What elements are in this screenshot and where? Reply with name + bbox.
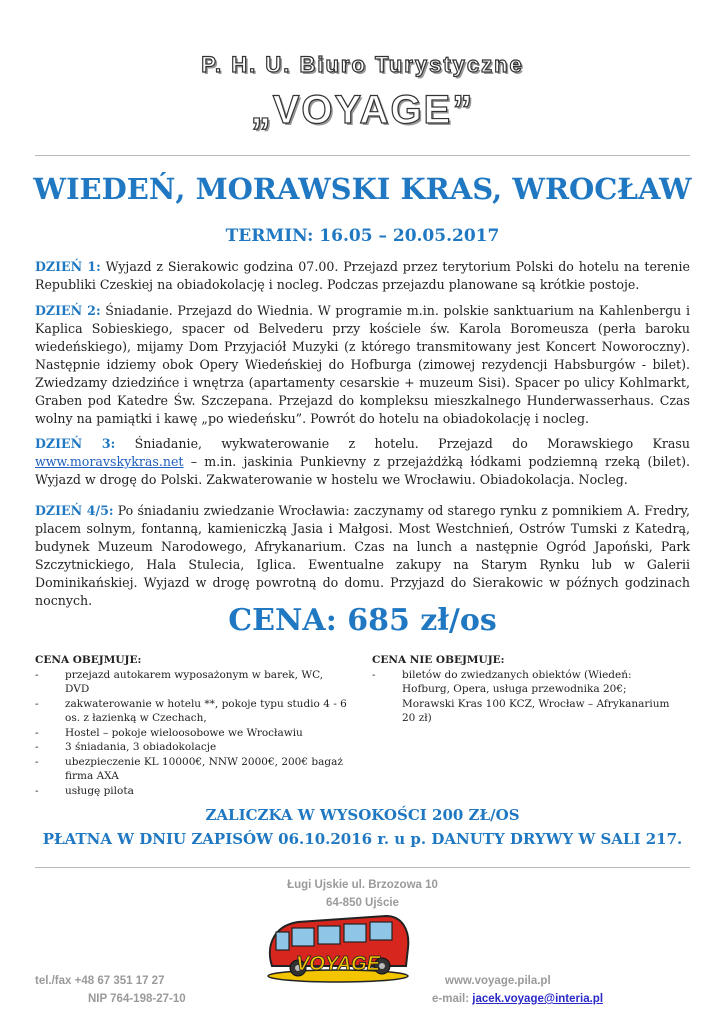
email-label: e-mail: bbox=[432, 993, 473, 1005]
day-4-5-text: Po śniadaniu zwiedzanie Wrocławia: zaczynamy od starego rynku z pomnikiem A. Fredry, placem solnym, fontanną, kamieniczką Jasia i Małgosi. Most Westchnień, Ostrów Tumski z Katedrą, budynek Muzeum Narodowego, Afrykanarium. Czas na lunch a następnie Ogród Japoński, Park Szczytnickiego, Hala Stulecia, Iglica. Ewentualne zakupy na Starym Rynku lub w Galerii Dominikańskiej. Wyjazd w drogę powrotną do domu. Przyjazd do Sierakowic w późnych godzinach nocnych. bbox=[35, 503, 690, 608]
day-2-text: Śniadanie. Przejazd do Wiednia. W programie m.in. polskie sanktuarium na Kahlenbergu i Kaplica Sobieskiego, spacer od Belvederu przy kościele św. Karola Boromeusza (perła baroku wiedeńskiego), mijamy Dom Przyjaciół Muzyki (z którego transmitowany jest Koncert Noworoczny). Następnie idziemy obok Opery Wiedeńskiej do Hofburga (zimowej rezydencji Habsburgów - bilet). Zwiedzamy dziedzińce i wnętrza (apartamenty cesarskie + muzeum Sisi). Spacer po ulicy Kohlmarkt, Graben pod Katedre Św. Szczepana. Przejazd do kompleksu mieszkalnego Hunderwasserhaus. Czas wolny na pamiątki i kawę „po wiedeńsku”. Powrót do hotelu na obiadokolację i nocleg. bbox=[35, 303, 690, 426]
company-name: P. H. U. Biuro Turystyczne bbox=[201, 52, 524, 77]
payment-deadline-line: PŁATNA W DNIU ZAPISÓW 06.10.2016 r. u p. DANUTY DRYWY W SALI 217. bbox=[42, 830, 683, 848]
moravskykras-link[interactable]: www.moravskykras.net bbox=[35, 454, 184, 469]
included-item: - 3 śniadania, 3 obiadokolacje bbox=[35, 740, 350, 755]
day-1-text: Wyjazd z Sierakowic godzina 07.00. Przejazd przez terytorium Polski do hotelu na terenie Republiki Czeskiej na obiadokolację i nocleg. Podczas przejazdu planowane są krótkie postoje. bbox=[35, 259, 690, 292]
day-1-paragraph bbox=[35, 258, 690, 294]
price: CENA: 685 zł/os bbox=[228, 603, 497, 638]
email-link[interactable]: jacek.voyage@interia.pl bbox=[472, 993, 604, 1005]
address-city: 64-850 Ujście bbox=[326, 897, 399, 909]
day-3-text-after: – m.in. jaskinia Punkievny z przejażdżką łódkami podziemną rzeką (bilet). Wyjazd w drogę do Polski. Zakwaterowanie w hostelu we Wrocławiu. Obiadokolacja. Nocleg. bbox=[35, 454, 690, 487]
included-item: - zakwaterowanie w hotelu **, pokoje typu studio 4 - 6 os. z łazienką w Czechach, bbox=[35, 697, 350, 726]
header-divider bbox=[35, 155, 690, 156]
phone-fax: tel./fax +48 67 351 17 27 bbox=[35, 975, 165, 987]
day-2-label: DZIEŃ 2: bbox=[35, 303, 101, 318]
day-3-label: DZIEŃ 3: bbox=[35, 436, 116, 451]
trip-term: TERMIN: 16.05 – 20.05.2017 bbox=[225, 226, 500, 246]
excluded-list bbox=[372, 668, 672, 726]
excluded-section bbox=[372, 653, 672, 726]
day-3-text-before: Śniadanie, wykwaterowanie z hotelu. Przejazd do Morawskiego Krasu bbox=[115, 436, 690, 451]
included-item: - Hostel – pokoje wieloosobowe we Wrocławiu bbox=[35, 726, 350, 741]
included-heading: CENA OBEJMUJE: bbox=[35, 654, 142, 666]
footer-divider bbox=[35, 867, 690, 868]
email-row bbox=[432, 993, 603, 1005]
deposit-line: ZALICZKA W WYSOKOŚCI 200 ZŁ/OS bbox=[205, 806, 520, 824]
day-4-5-label: DZIEŃ 4/5: bbox=[35, 503, 114, 518]
nip-number: NIP 764-198-27-10 bbox=[88, 993, 186, 1005]
website-address: www.voyage.pila.pl bbox=[445, 975, 551, 987]
excluded-item: - biletów do zwiedzanych obiektów (Wiedeń: Hofburg, Opera, usługa przewodnika 20€; Morawski Kras 100 KCZ, Wrocław – Afrykanarium 20 zł) bbox=[372, 668, 672, 726]
included-item: - ubezpieczenie KL 10000€, NNW 2000€, 200€ bagaż firma AXA bbox=[35, 755, 350, 784]
logo-text: VOYAGE bbox=[295, 953, 381, 975]
day-2-paragraph bbox=[35, 302, 690, 428]
brand-name: „VOYAGE” bbox=[250, 88, 475, 132]
excluded-heading: CENA NIE OBEJMUJE: bbox=[372, 654, 505, 666]
trip-title: WIEDEŃ, MORAWSKI KRAS, WROCŁAW bbox=[33, 172, 692, 206]
address-street: Ługi Ujskie ul. Brzozowa 10 bbox=[287, 879, 438, 891]
day-1-label: DZIEŃ 1: bbox=[35, 259, 101, 274]
included-section bbox=[35, 653, 350, 798]
voyage-bus-logo bbox=[258, 908, 418, 984]
included-item: - przejazd autokarem wyposażonym w barek, WC, DVD bbox=[35, 668, 350, 697]
day-4-5-paragraph bbox=[35, 502, 690, 610]
day-3-paragraph bbox=[35, 435, 690, 489]
included-item: - usługę pilota bbox=[35, 784, 350, 799]
included-list bbox=[35, 668, 350, 799]
